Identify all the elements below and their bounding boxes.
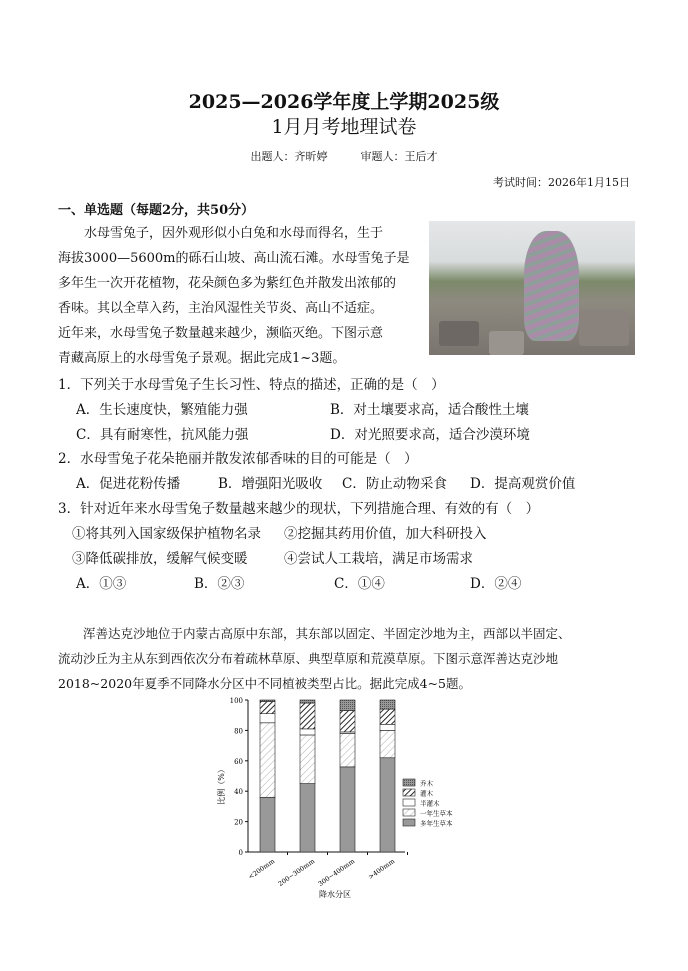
legend-swatch [403,779,415,786]
q1-option-d[interactable]: D．对光照要求高，适合沙漠环境 [330,427,530,443]
passage-line: 近年来，水母雪兔子数量越来越少，濒临灭绝。下图示意 [58,326,384,341]
title-line2: 1月月考地理试卷 [271,116,417,138]
q2-option-b[interactable]: B．增强阳光吸收 [218,476,323,492]
y-tick-label: 20 [234,818,243,827]
bar-segment [380,724,395,730]
bar-segment [300,729,315,735]
bar-segment [340,767,355,852]
bar-segment [340,711,355,732]
passage-line: 2018~2020年夏季不同降水分区中不同植被类型占比。据此完成4~5题。 [58,676,471,691]
bar-segment [340,733,355,766]
q3-statement-4: ④尝试人工栽培，满足市场需求 [284,551,473,567]
legend-label: 乔木 [420,779,433,788]
legend-label: 灌木 [420,789,433,798]
legend-swatch [403,789,415,796]
q3-stem: 3．针对近年来水母雪兔子数量越来越少的现状，下列措施合理、有效的有（ ） [58,501,540,517]
bar-segment [380,730,395,757]
x-tick-label: >400mm [366,857,397,881]
bar-segment [260,797,275,852]
q3-option-c[interactable]: C．①④ [334,576,385,592]
x-axis-label: 降水分区 [319,890,351,899]
q2-option-c[interactable]: C．防止动物采食 [342,476,447,492]
passage-line: 香味。其以全草入药，主治风湿性关节炎、高山不适症。 [58,301,384,316]
q2-option-d[interactable]: D．提高观赏价值 [470,476,576,492]
y-tick-label: 100 [229,697,243,705]
q1-option-c[interactable]: C．具有耐寒性，抗风能力强 [76,427,249,443]
bar-segment [380,758,395,852]
q3-statement-2: ②挖掘其药用价值，加大科研投入 [284,526,487,542]
legend-swatch [403,809,415,816]
q1-option-b[interactable]: B．对土壤要求高，适合酸性土壤 [330,402,529,418]
bar-segment [300,735,315,784]
legend-label: 多年生草本 [420,819,453,828]
passage-line: 青藏高原上的水母雪兔子景观。据此完成1~3题。 [58,351,346,366]
y-tick-label: 40 [234,788,243,797]
legend-label: 半灌木 [420,799,440,808]
x-tick-label: 200~300mm [276,857,317,889]
legend-label: 一年生草本 [420,809,453,818]
passage-line: 流动沙丘为主从东到西依次分布着疏林草原、典型草原和荒漠草原。下图示意浑善达克沙地 [58,651,559,666]
authors: 出题人：齐昕婷 审题人：王后才 [250,150,438,163]
y-tick-label: 0 [238,849,243,857]
vegetation-stacked-bar-chart [210,690,480,910]
bar-segment [340,700,355,711]
q2-option-a[interactable]: A．促进花粉传播 [76,476,181,492]
bar-segment [260,702,275,714]
q1-stem: 1．下列关于水母雪兔子生长习性、特点的描述，正确的是（ ） [58,377,445,393]
y-tick-label: 60 [234,757,243,766]
bar-segment [260,714,275,723]
passage-line: 浑善达克沙地位于内蒙古高原中东部，其东部以固定、半固定沙地为主，西部以半固定、 [58,626,571,641]
bar-segment [300,700,315,703]
title-line1: 2025—2026学年度上学期2025级 [188,91,500,113]
passage-line: 多年生一次开花植物，花朵颜色多为紫红色并散发出浓郁的 [58,276,397,291]
q1-option-a[interactable]: A．生长速度快，繁殖能力强 [76,402,248,418]
legend-swatch [403,819,415,826]
bar-segment [380,700,395,709]
passage-line: 海拔3000—5600m的砾石山坡、高山流石滩。水母雪兔子是 [58,251,410,266]
exam-time: 考试时间：2026年1月15日 [493,176,630,189]
bar-segment [260,723,275,797]
x-tick-label: <200mm [246,857,277,881]
x-tick-label: 300~400mm [316,857,357,889]
legend-swatch [403,799,415,806]
snow-lotus-photo [429,221,635,355]
bar-segment [300,703,315,729]
q3-option-d[interactable]: D．②④ [470,576,522,592]
bar-segment [300,784,315,852]
passage-line: 水母雪兔子，因外观形似小白兔和水母而得名，生于 [58,226,384,241]
q3-statement-1: ①将其列入国家级保护植物名录 [72,526,261,542]
q3-option-b[interactable]: B．②③ [194,576,245,592]
bar-segment [260,700,275,702]
y-axis-label: 比例（%） [217,765,226,805]
q2-stem: 2．水母雪兔子花朵艳丽并散发浓郁香味的目的可能是（ ） [58,451,418,467]
q3-option-a[interactable]: A．①③ [76,576,127,592]
section-heading: 一、单选题（每题2分，共50分） [58,203,255,218]
bar-segment [380,709,395,724]
y-tick-label: 80 [234,727,243,736]
q3-statement-3: ③降低碳排放，缓解气候变暖 [72,551,248,567]
